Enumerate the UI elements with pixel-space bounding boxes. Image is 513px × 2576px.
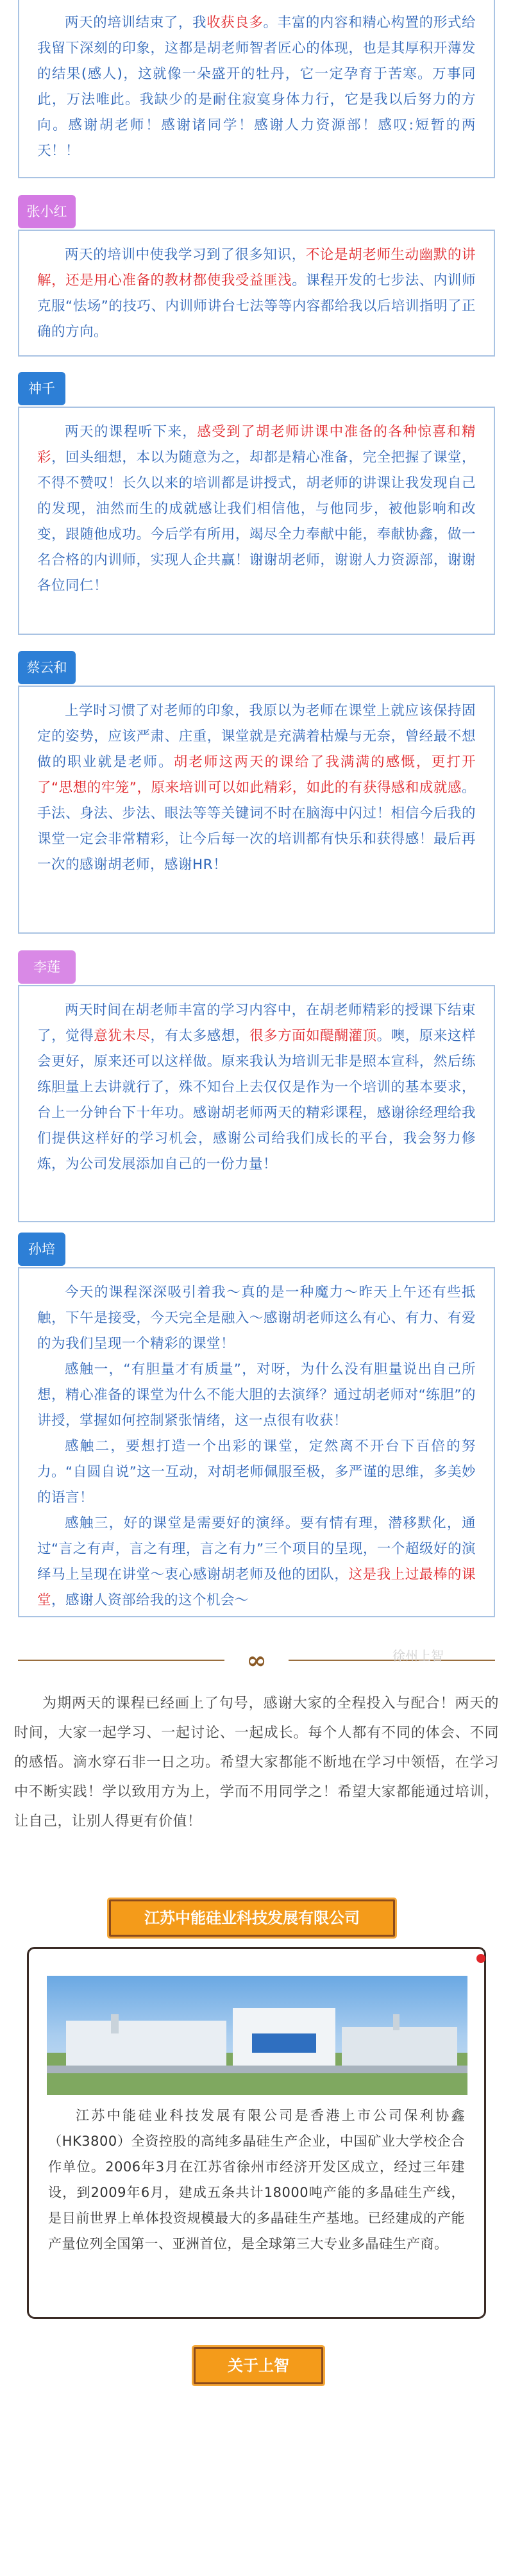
- company-description: 江苏中能硅业科技发展有限公司是香港上市公司保利协鑫（HK3800）全资控股的高纯多晶硅生产企业，中国矿业大学校企合作单位。2006年3月在江苏省徐州市经济开发区成立，经过三年建设，到2009年6月，建成五条共计18000吨产能的多晶硅生产线，是目前世界上单体投资规模最大的多晶硅生产基地。已经建成的产能产量位列全国第一、亚洲首位，是全球第三大专业多晶硅生产商。: [48, 2108, 465, 2252]
- text-segment: 感触一，“有胆量才有质量”，对呀，为什么没有胆量说出自己所想，精心准备的课堂为什么不能大胆的去演绎？通过胡老师对“练胆”的讲授，掌握如何控制紧张情绪，这一点很有收获！: [37, 1361, 476, 1429]
- divider-left: [18, 1660, 224, 1661]
- text-segment: 。丰富的内容和精心构置的形式给我留下深刻的印象，这都是胡老师智者匠心的体现，也是其厚积开薄发的结果(感人)，这就像一朵盛开的牡丹，它一定孕育于苦寒。万事同此，万法唯此。我缺少的是耐住寂寞身体力行，它是我以后努力的方向。感谢胡老师！感谢诸同学！感谢人力资源部！感叹:短暂的两天！！: [37, 15, 476, 159]
- author-tag-5: 李莲: [18, 950, 76, 984]
- factory-photo: [47, 1976, 467, 2095]
- comment-text-5: [19, 986, 494, 1177]
- text-segment: ，回头细想，本以为随意为之，却都是精心准备，完全把握了课堂，不得不赞叹！长久以来的培训都是讲授式，胡老师的讲课让我发现自己的发现，油然而生的成就感让我们相信他，与他同步，被他影响和改变，跟随他成功。今后学有所用，竭尽全力奉献中能，奉献协鑫，做一名合格的内训师，实现人企共赢！谢谢胡老师，谢谢人力资源部，谢谢各位同仁！: [37, 450, 476, 594]
- text-segment: 。课程开发的七步法、内训师克服“怯场”的技巧、内训师讲台七法等等内容都给我以后培训指明了正确的方向。: [37, 273, 476, 340]
- comment-text-4: [19, 687, 494, 878]
- comment-card-2: [18, 230, 495, 357]
- highlight-segment: 收获良多: [206, 15, 264, 31]
- divider-right: [289, 1660, 495, 1661]
- comment-text-6-p3: [19, 1434, 494, 1511]
- company-badge: 江苏中能硅业科技发展有限公司: [109, 1899, 395, 1937]
- about-badge[interactable]: 关于上智: [194, 2347, 323, 2384]
- comment-text-3: [19, 408, 494, 599]
- comment-text-6-p4: [19, 1511, 494, 1613]
- highlight-segment: 意犹未尽: [94, 1028, 151, 1044]
- text-segment: 两天时间在胡老师丰富的学习内容中，在胡老师精彩的授课下结束了，觉得: [37, 1002, 476, 1044]
- factory-photo-illustration: [47, 1976, 467, 2095]
- comment-card-1: [18, 0, 495, 178]
- text-segment: 。手法、身法、步法、眼法等等关键词不时在脑海中闪过！相信今后我的课堂一定会非常精彩，让今后每一次的培训都有快乐和获得感！最后再一次的感谢胡老师，感谢HR！: [37, 780, 476, 873]
- text-segment: 感触三，好的课堂是需要好的演绎。要有情有理，潜移默化，通过“言之有声，言之有理，言之有力”三个项目的呈现，一个超级好的演绎马上呈现在讲堂～衷心感谢胡老师及他的团队，: [37, 1515, 476, 1583]
- infinity-ornament-icon: ∞: [246, 1646, 267, 1674]
- comment-card-6: [18, 1267, 495, 1617]
- comment-card-4: [18, 686, 495, 934]
- comment-text-1: [19, 0, 494, 164]
- comment-text-2: [19, 231, 494, 345]
- text-segment: 。噢，原来这样会更好，原来还可以这样做。原来我认为培训无非是照本宣科，然后练练胆量上去讲就行了，殊不知台上去仅仅是作为一个培训的基本要求，台上一分钟台下十年功。感谢胡老师两天的精彩课程，感谢徐经理给我们提供这样好的学习机会，感谢公司给我们成长的平台，我会努力修炼，为公司发展添加自己的一份力量！: [37, 1028, 476, 1172]
- pin-decoration: [476, 1954, 485, 1963]
- highlight-segment: 不论是胡老师生动幽默的讲解，还是用心准备的教材都使我受益匪浅: [37, 247, 476, 289]
- text-segment: ，感谢人资部给我的这个机会～: [51, 1592, 249, 1608]
- highlight-segment: 很多方面如醍醐灌顶: [249, 1028, 377, 1044]
- text-segment: ，有太多感想，: [150, 1028, 249, 1044]
- comment-text-6-p2: [19, 1357, 494, 1434]
- highlight-segment: 胡老师这两天的课给了我满满的感慨，更打开了“思想的牢笼”，原来培训可以如此精彩，如此的有获得感和成就感: [37, 754, 476, 796]
- author-tag-6: 孙培: [18, 1233, 65, 1266]
- highlight-segment: 这是我上过最棒的课堂: [37, 1567, 476, 1608]
- text-segment: 两天的培训结束了，我: [65, 15, 207, 31]
- text-segment: 两天的课程听下来，: [65, 424, 198, 440]
- summary-paragraph: 为期两天的课程已经画上了句号，感谢大家的全程投入与配合！两天的时间，大家一起学习、一起讨论、一起成长。每个人都有不同的体会、不同的感悟。滴水穿石非一日之功。希望大家都能不断地在学习中领悟，在学习中不断实践！学以致用方为上，学而不用同学之！希望大家都能通过培训，让自己，让别人得更有价值！: [14, 1696, 499, 1830]
- author-tag-2: 张小红: [18, 195, 76, 228]
- author-tag-3: 神千: [18, 372, 65, 405]
- author-tag-4: 蔡云和: [18, 651, 76, 684]
- text-segment: 上学时习惯了对老师的印象，我原以为老师在课堂上就应该保持固定的姿势，应该严肃、庄重，课堂就是充满着枯燥与无奈，曾经最不想做的职业就是老师。: [37, 703, 476, 770]
- company-box: [27, 1947, 486, 2319]
- comment-text-6: [19, 1268, 494, 1357]
- text-segment: 今天的课程深深吸引着我～真的是一种魔力～昨天上午还有些抵触，下午是接受，今天完全是融入～感谢胡老师这么有心、有力、有爱的为我们呈现一个精彩的课堂！: [37, 1284, 476, 1352]
- comment-card-3: [18, 407, 495, 635]
- text-segment: 两天的培训中使我学习到了很多知识，: [65, 247, 306, 263]
- text-segment: 感触二，要想打造一个出彩的课堂，定然离不开台下百倍的努力。“自圆自说”这一互动，对胡老师佩服至极，多严谨的思维，多美妙的语言！: [37, 1438, 476, 1506]
- comment-card-5: [18, 985, 495, 1222]
- highlight-segment: 感受到了胡老师讲课中准备的各种惊喜和精彩: [37, 424, 476, 466]
- watermark: 徐州上智: [392, 1648, 444, 1663]
